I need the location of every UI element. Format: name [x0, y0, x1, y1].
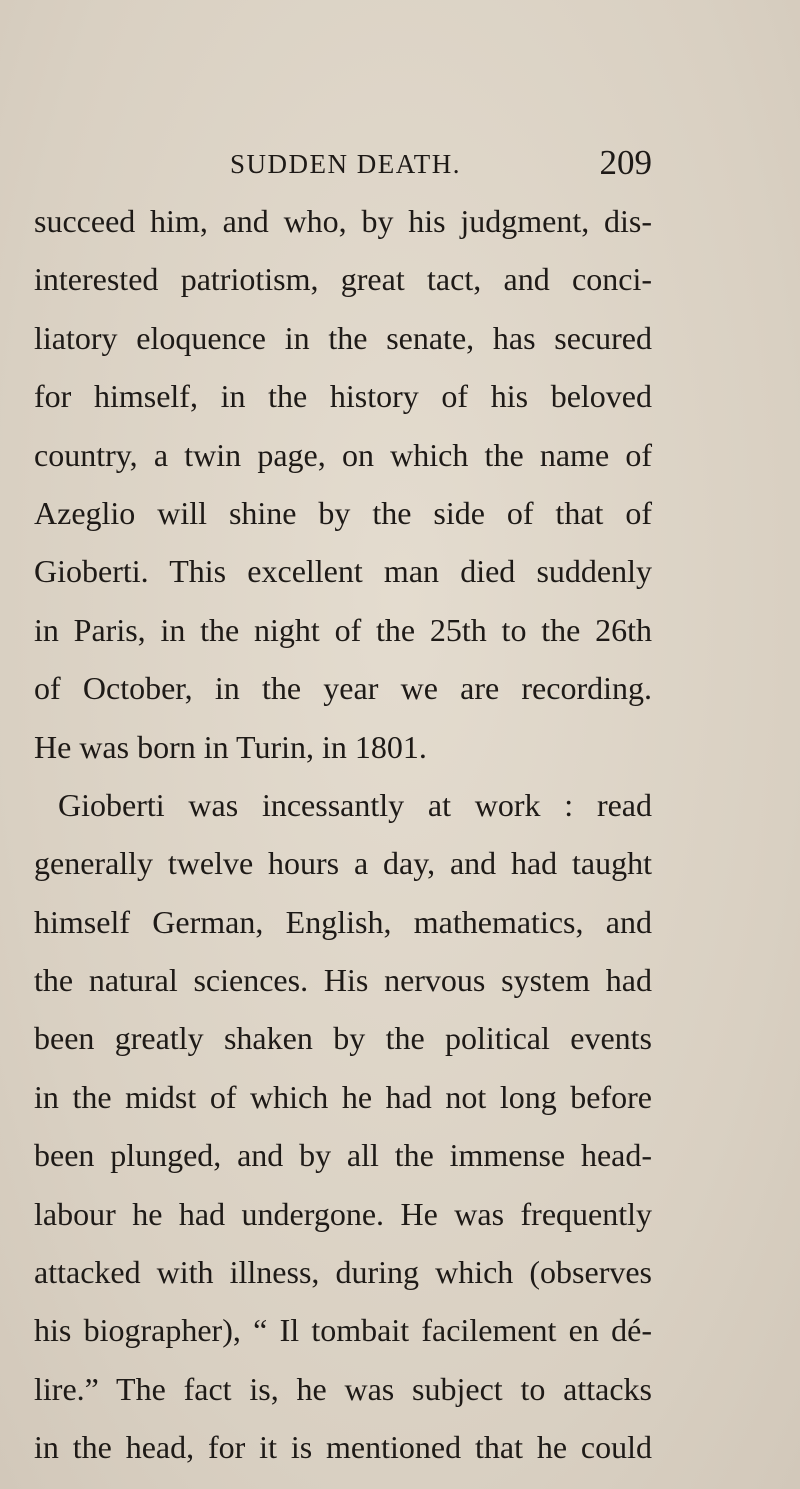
text-line: labour he had undergone. He was frequently	[34, 1195, 652, 1232]
text-line: been plunged, and by all the immense head-	[34, 1137, 652, 1174]
text-line: his biographer), “ Il tombait facilement en dé-	[34, 1312, 652, 1349]
body-text	[34, 192, 652, 1477]
text-line: country, a twin page, on which the name of	[34, 436, 652, 473]
text-line: been greatly shaken by the political events	[34, 1020, 652, 1057]
text-line: Azeglio will shine by the side of that of	[34, 494, 652, 531]
page-number: 209	[599, 143, 652, 182]
text-line: of October, in the year we are recording.	[34, 670, 652, 707]
text-line: Gioberti. This excellent man died suddenly	[34, 553, 652, 590]
text-line: interested patriotism, great tact, and conci-	[34, 261, 652, 298]
running-title: SUDDEN DEATH.	[230, 149, 461, 179]
text-line: generally twelve hours a day, and had taught	[34, 845, 652, 882]
text-line: for himself, in the history of his beloved	[34, 378, 652, 415]
text-line: liatory eloquence in the senate, has secured	[34, 319, 652, 356]
text-line: himself German, English, mathematics, and	[34, 903, 652, 940]
text-line: attacked with illness, during which (observes	[34, 1254, 652, 1291]
text-line: in the midst of which he had not long before	[34, 1078, 652, 1115]
text-line: in the head, for it is mentioned that he could	[34, 1429, 652, 1466]
running-head	[230, 143, 652, 183]
text-line: in Paris, in the night of the 25th to the 26th	[34, 611, 652, 648]
text-line: the natural sciences. His nervous system had	[34, 962, 652, 999]
paragraph-start-line: Gioberti was incessantly at work : read	[58, 786, 652, 823]
text-line: lire.” The fact is, he was subject to attacks	[34, 1370, 652, 1407]
paragraph-end-line: He was born in Turin, in 1801.	[34, 728, 427, 765]
text-line: succeed him, and who, by his judgment, dis-	[34, 203, 652, 239]
